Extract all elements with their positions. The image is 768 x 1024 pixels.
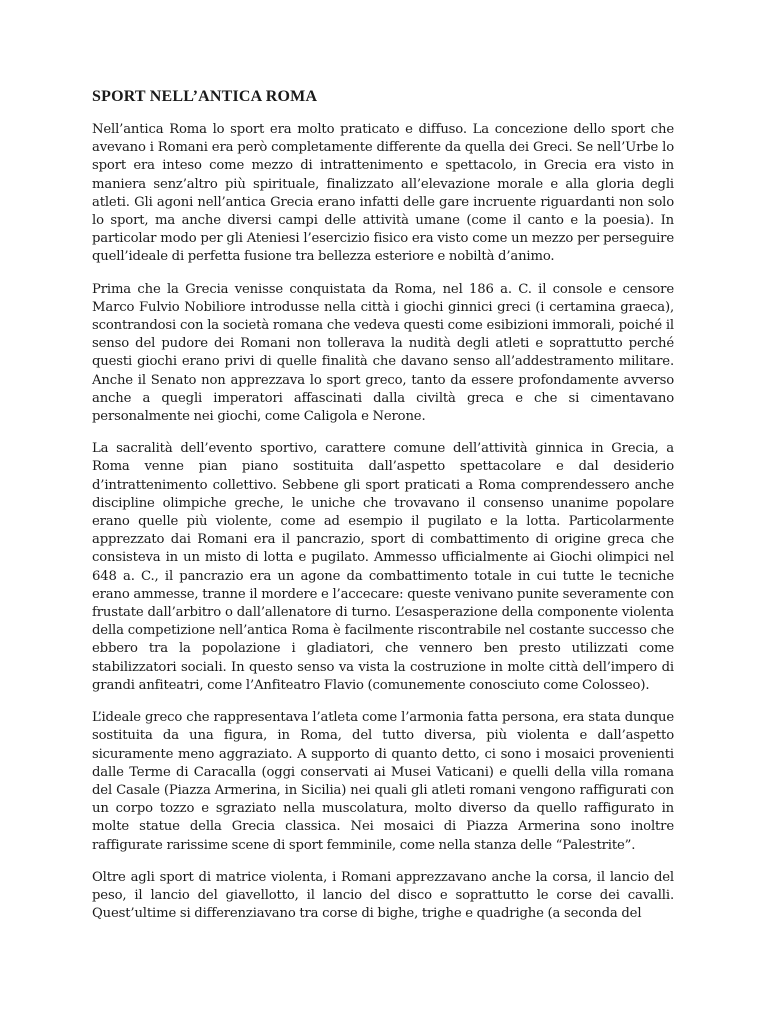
paragraph-2: Prima che la Grecia venisse conquistata da Roma, nel 186 a. C. il console e censore Marco Fulvio Nobiliore introdusse nella città i giochi ginnici greci (i certamina graeca), scontrandosi con la società romana che vedeva questi come esibizioni immorali, poiché il senso del pudore dei Romani non tollerava la nudità degli atleti e soprattutto perché questi giochi erano privi di quelle finalità che davano senso all’addestramento militare. Anche il Senato non apprezzava lo sport greco, tanto da essere profondamente avverso anche a quegli imperatori affascinati dalla civiltà greca e che si cimentavano personalmente nei giochi, come Caligola e Nerone. bbox=[92, 281, 674, 425]
paragraph-4: L’ideale greco che rappresentava l’atleta come l’armonia fatta persona, era stata dunque sostituita da una figura, in Roma, del tutto diversa, più violenta e dall’aspetto sicuramente meno aggraziato. A supporto di quanto detto, ci sono i mosaici provenienti dalle Terme di Caracalla (oggi conservati ai Musei Vaticani) e quelli della villa romana del Casale (Piazza Armerina, in Sicilia) nei quali gli atleti romani vengono raffigurati con un corpo tozzo e sgraziato nella muscolatura, molto diverso da quello raffigurato in molte statue della Grecia classica. Nei mosaici di Piazza Armerina sono inoltre raffigurate rarissime scene di sport femminile, come nella stanza delle “Palestrite”. bbox=[92, 710, 674, 853]
paragraph-3: La sacralità dell’evento sportivo, carattere comune dell’attività ginnica in Grecia, a Roma venne pian piano sostituita dall’aspetto spettacolare e dal desiderio d’intrattenimento collettivo. Sebbene gli sport praticati a Roma comprendessero anche discipline olimpiche greche, le uniche che trovavano il consenso unanime popolare erano quelle più violente, come ad esempio il pugilato e la lotta. Particolarmente apprezzato dai Romani era il pancrazio, sport di combattimento di origine greca che consisteva in un misto di lotta e pugilato. Ammesso ufficialmente ai Giochi olimpici nel 648 a. C., il pancrazio era un agone da combattimento totale in cui tutte le tecniche erano ammesse, tranne il mordere e l’accecare: queste venivano punite severamente con frustate dall’arbitro o dall’allenatore di turno. L’esasperazione della componente violenta della competizione nell’antica Roma è facilmente riscontrabile nel costante successo che ebbero tra la popolazione i gladiatori, che vennero ben presto utilizzati come stabilizzatori sociali. In questo senso va vista la costruzione in molte città dell’impero di grandi anfiteatri, come l’Anfiteatro Flavio (comunemente conosciuto come Colosseo). bbox=[92, 441, 674, 693]
paragraph-1: Nell’antica Roma lo sport era molto praticato e diffuso. La concezione dello sport che avevano i Romani era però completamente differente da quella dei Greci. Se nell’Urbe lo sport era inteso come mezzo di intrattenimento e spettacolo, in Grecia era visto in maniera senz’altro più spirituale, finalizzato all’elevazione morale e alla gloria degli atleti. Gli agoni nell’antica Grecia erano infatti delle gare incruente riguardanti non solo lo sport, ma anche diversi campi delle attività umane (come il canto e la poesia). In particolar modo per gli Ateniesi l’esercizio fisico era visto come un mezzo per perseguire quell’ideale di perfetta fusione tra bellezza esteriore e nobiltà d’animo. bbox=[92, 122, 674, 265]
document-page bbox=[92, 87, 674, 937]
document-title: SPORT NELL’ANTICA ROMA bbox=[92, 88, 318, 105]
paragraph-5: Oltre agli sport di matrice violenta, i Romani apprezzavano anche la corsa, il lancio del peso, il lancio del giavellotto, il lancio del disco e soprattutto le corse dei cavalli. Quest’ultime si differenziavano tra corse di bighe, trighe e quadrighe (a seconda del bbox=[92, 869, 674, 922]
